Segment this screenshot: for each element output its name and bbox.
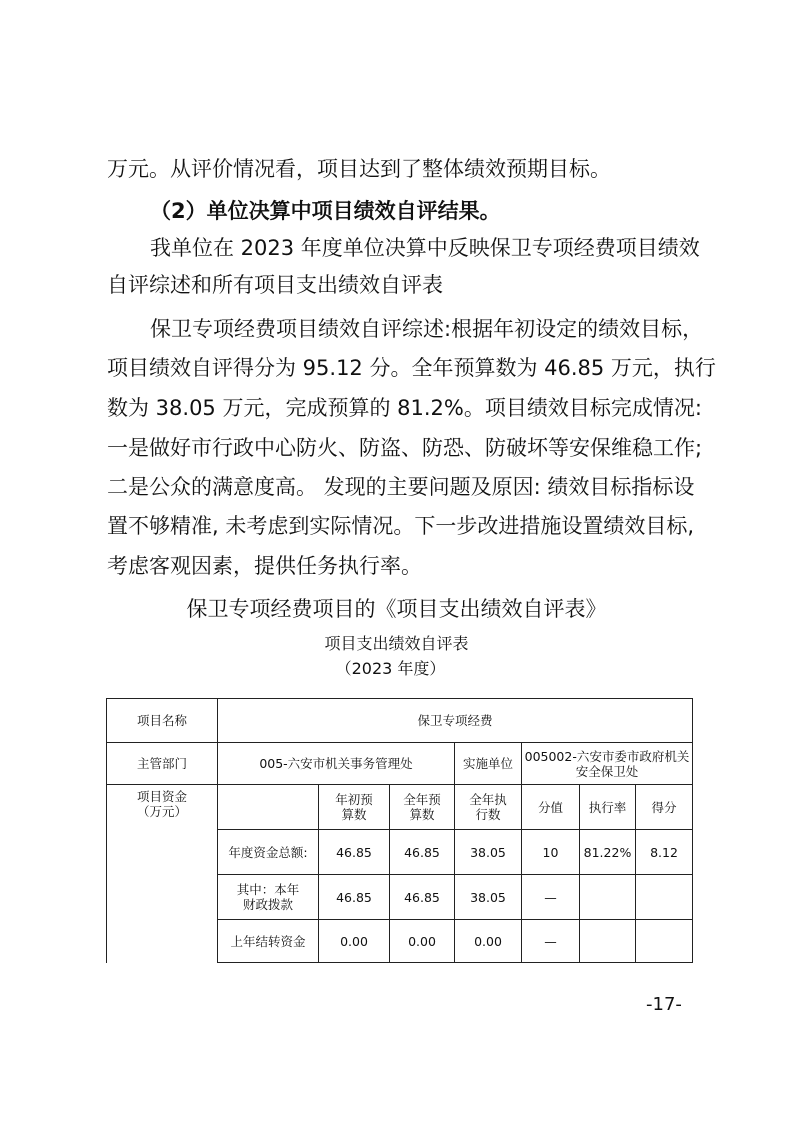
row-label: 年度资金总额: (218, 830, 319, 875)
header-cell: 分值 (522, 785, 580, 830)
table-cell: 46.85 (390, 830, 455, 875)
row-label: 上年结转资金 (218, 920, 319, 963)
table-cell: 0.00 (455, 920, 522, 963)
header-cell: 年初预算数 (319, 785, 390, 830)
paragraph-line: 保卫专项经费项目绩效自评综述:根据年初设定的绩效目标， (150, 317, 704, 341)
paragraph-line: 置不够精准, 未考虑到实际情况。下一步改进措施设置绩效目标, (107, 514, 695, 538)
page-number: -17- (646, 994, 682, 1015)
header-cell-empty (218, 785, 319, 830)
dept-label: 主管部门 (107, 743, 218, 785)
table-cell: 38.05 (455, 875, 522, 920)
paragraph-line: 自评综述和所有项目支出绩效自评表 (107, 273, 443, 297)
paragraph-line: 我单位在 2023 年度单位决算中反映保卫专项经费项目绩效 (150, 236, 700, 260)
table-cell (636, 875, 693, 920)
paragraph-line: 万元。从评价情况看，项目达到了整体绩效预期目标。 (107, 157, 611, 181)
impl-label: 实施单位 (455, 743, 522, 785)
row-label: 其中：本年财政拨款 (218, 875, 319, 920)
paragraph-line: 考虑客观因素，提供任务执行率。 (107, 554, 422, 578)
header-cell: 全年执行数 (455, 785, 522, 830)
table-cell: — (522, 920, 580, 963)
paragraph-line: 数为 38.05 万元，完成预算的 81.2%。项目绩效目标完成情况: (107, 396, 702, 420)
section-heading: （2）单位决算中项目绩效自评结果。 (150, 199, 501, 223)
impl-value: 005002-六安市委市政府机关安全保卫处 (522, 743, 693, 785)
table-cell: 46.85 (390, 875, 455, 920)
header-cell: 执行率 (580, 785, 636, 830)
header-cell: 得分 (636, 785, 693, 830)
table-cell (636, 920, 693, 963)
table-cell: 46.85 (319, 830, 390, 875)
header-cell: 全年预算数 (390, 785, 455, 830)
table-cell: 81.22% (580, 830, 636, 875)
table-cell (580, 920, 636, 963)
table-cell: 0.00 (390, 920, 455, 963)
table-title: 项目支出绩效自评表 (324, 634, 469, 653)
table-cell: 8.12 (636, 830, 693, 875)
table-caption: 保卫专项经费项目的《项目支出绩效自评表》 (186, 597, 607, 621)
table-cell: 0.00 (319, 920, 390, 963)
table-cell: 46.85 (319, 875, 390, 920)
paragraph-line: 一是做好市行政中心防火、防盗、防恐、防破坏等安保维稳工作; (107, 436, 703, 460)
table-cell (580, 875, 636, 920)
paragraph-line: 二是公众的满意度高。 发现的主要问题及原因: 绩效目标指标设 (107, 475, 695, 499)
dept-value: 005-六安市机关事务管理处 (218, 743, 455, 785)
table-cell: 38.05 (455, 830, 522, 875)
paragraph-line: 项目绩效自评得分为 95.12 分。全年预算数为 46.85 万元，执行 (107, 356, 716, 380)
funds-label: 项目资金（万元） (107, 785, 218, 963)
table-cell: 10 (522, 830, 580, 875)
performance-table (106, 698, 693, 963)
table-cell: — (522, 875, 580, 920)
project-name-label: 项目名称 (107, 699, 218, 743)
project-name-value: 保卫专项经费 (218, 699, 693, 743)
table-year: （2023 年度） (335, 659, 446, 678)
